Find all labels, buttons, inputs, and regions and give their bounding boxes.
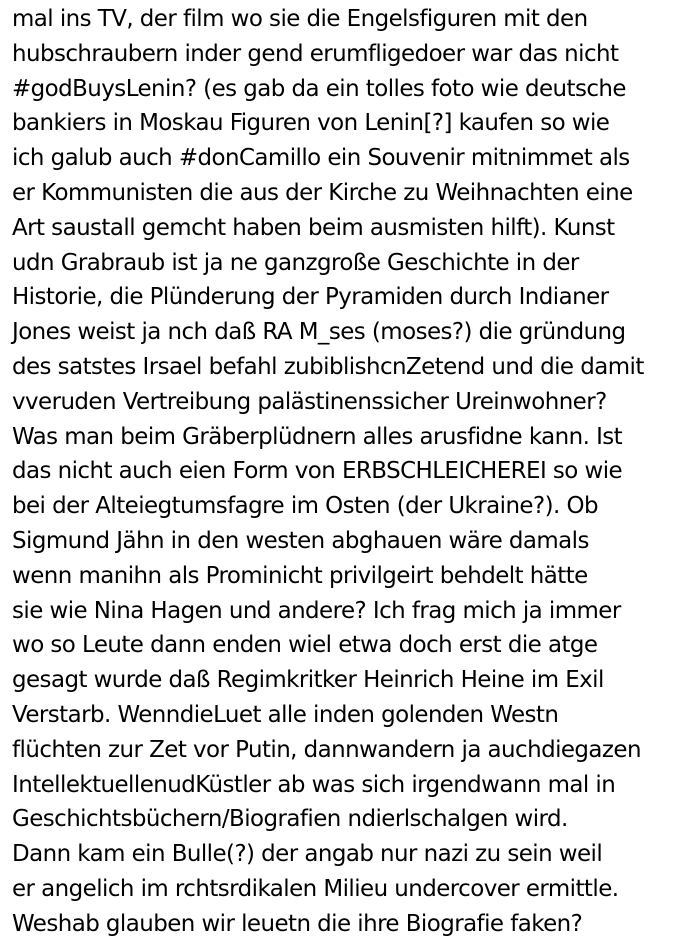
text-line: IntellektuellenudKüstler ab was sich irgendwann mal in xyxy=(12,771,616,798)
text-line: Historie, die Plünderung der Pyramiden durch Indianer xyxy=(12,284,609,311)
text-line: wenn manihn als Prominicht privilgeirt behdelt hätte xyxy=(12,562,588,589)
text-line: Jones weist ja nch daß RA M_ses (moses?) die gründung xyxy=(12,319,626,346)
text-line: udn Grabraub ist ja ne ganzgroße Geschichte in der xyxy=(12,249,579,276)
text-line: er Kommunisten die aus der Kirche zu Weihnachten eine xyxy=(12,179,633,206)
text-line: vveruden Vertreibung palästinenssicher Ureinwohner? xyxy=(12,388,607,415)
text-line: Was man beim Gräberplüdnern alles arusfidne kann. Ist xyxy=(12,423,623,450)
text-line: gesagt wurde daß Regimkritker Heinrich Heine im Exil xyxy=(12,667,604,694)
text-line: Sigmund Jähn in den westen abghauen wäre damals xyxy=(12,527,589,554)
text-line: wo so Leute dann enden wiel etwa doch erst die atge xyxy=(12,632,598,659)
text-line: ich galub auch #donCamillo ein Souvenir mitnimmet als xyxy=(12,145,630,172)
body-text xyxy=(12,2,682,942)
text-line: er angelich im rchtsrdikalen Milieu undercover ermittle. xyxy=(12,875,619,902)
text-line: flüchten zur Zet vor Putin, dannwandern ja auchdiegazen xyxy=(12,736,641,763)
text-line: Art saustall gemcht haben beim ausmisten hilft). Kunst xyxy=(12,214,615,241)
text-line: Geschichtsbüchern/Biografien ndierlschalgen wird. xyxy=(12,806,568,833)
text-line: mal ins TV, der film wo sie die Engelsfiguren mit den xyxy=(12,6,588,32)
text-line: bei der Alteiegtumsfagre im Osten (der Ukraine?). Ob xyxy=(12,493,598,520)
text-line: #godBuysLenin? (es gab da ein tolles foto wie deutsche xyxy=(12,75,626,102)
text-line: das nicht auch eien Form von ERBSCHLEICHEREI so wie xyxy=(12,458,623,485)
text-line: bankiers in Moskau Figuren von Lenin[?] kaufen so wie xyxy=(12,110,610,137)
text-line: Weshab glauben wir leuetn die ihre Biografie faken? xyxy=(12,910,583,937)
text-line: des satstes Irsael befahl zubiblishcnZetend und die damit xyxy=(12,353,644,380)
text-line: Verstarb. WenndieLuet alle inden golenden Westn xyxy=(12,701,559,728)
text-line: sie wie Nina Hagen und andere? Ich frag mich ja immer xyxy=(12,597,621,624)
text-line: Dann kam ein Bulle(?) der angab nur nazi zu sein weil xyxy=(12,841,603,868)
text-line: hubschraubern inder gend erumfligedoer war das nicht xyxy=(12,40,619,67)
